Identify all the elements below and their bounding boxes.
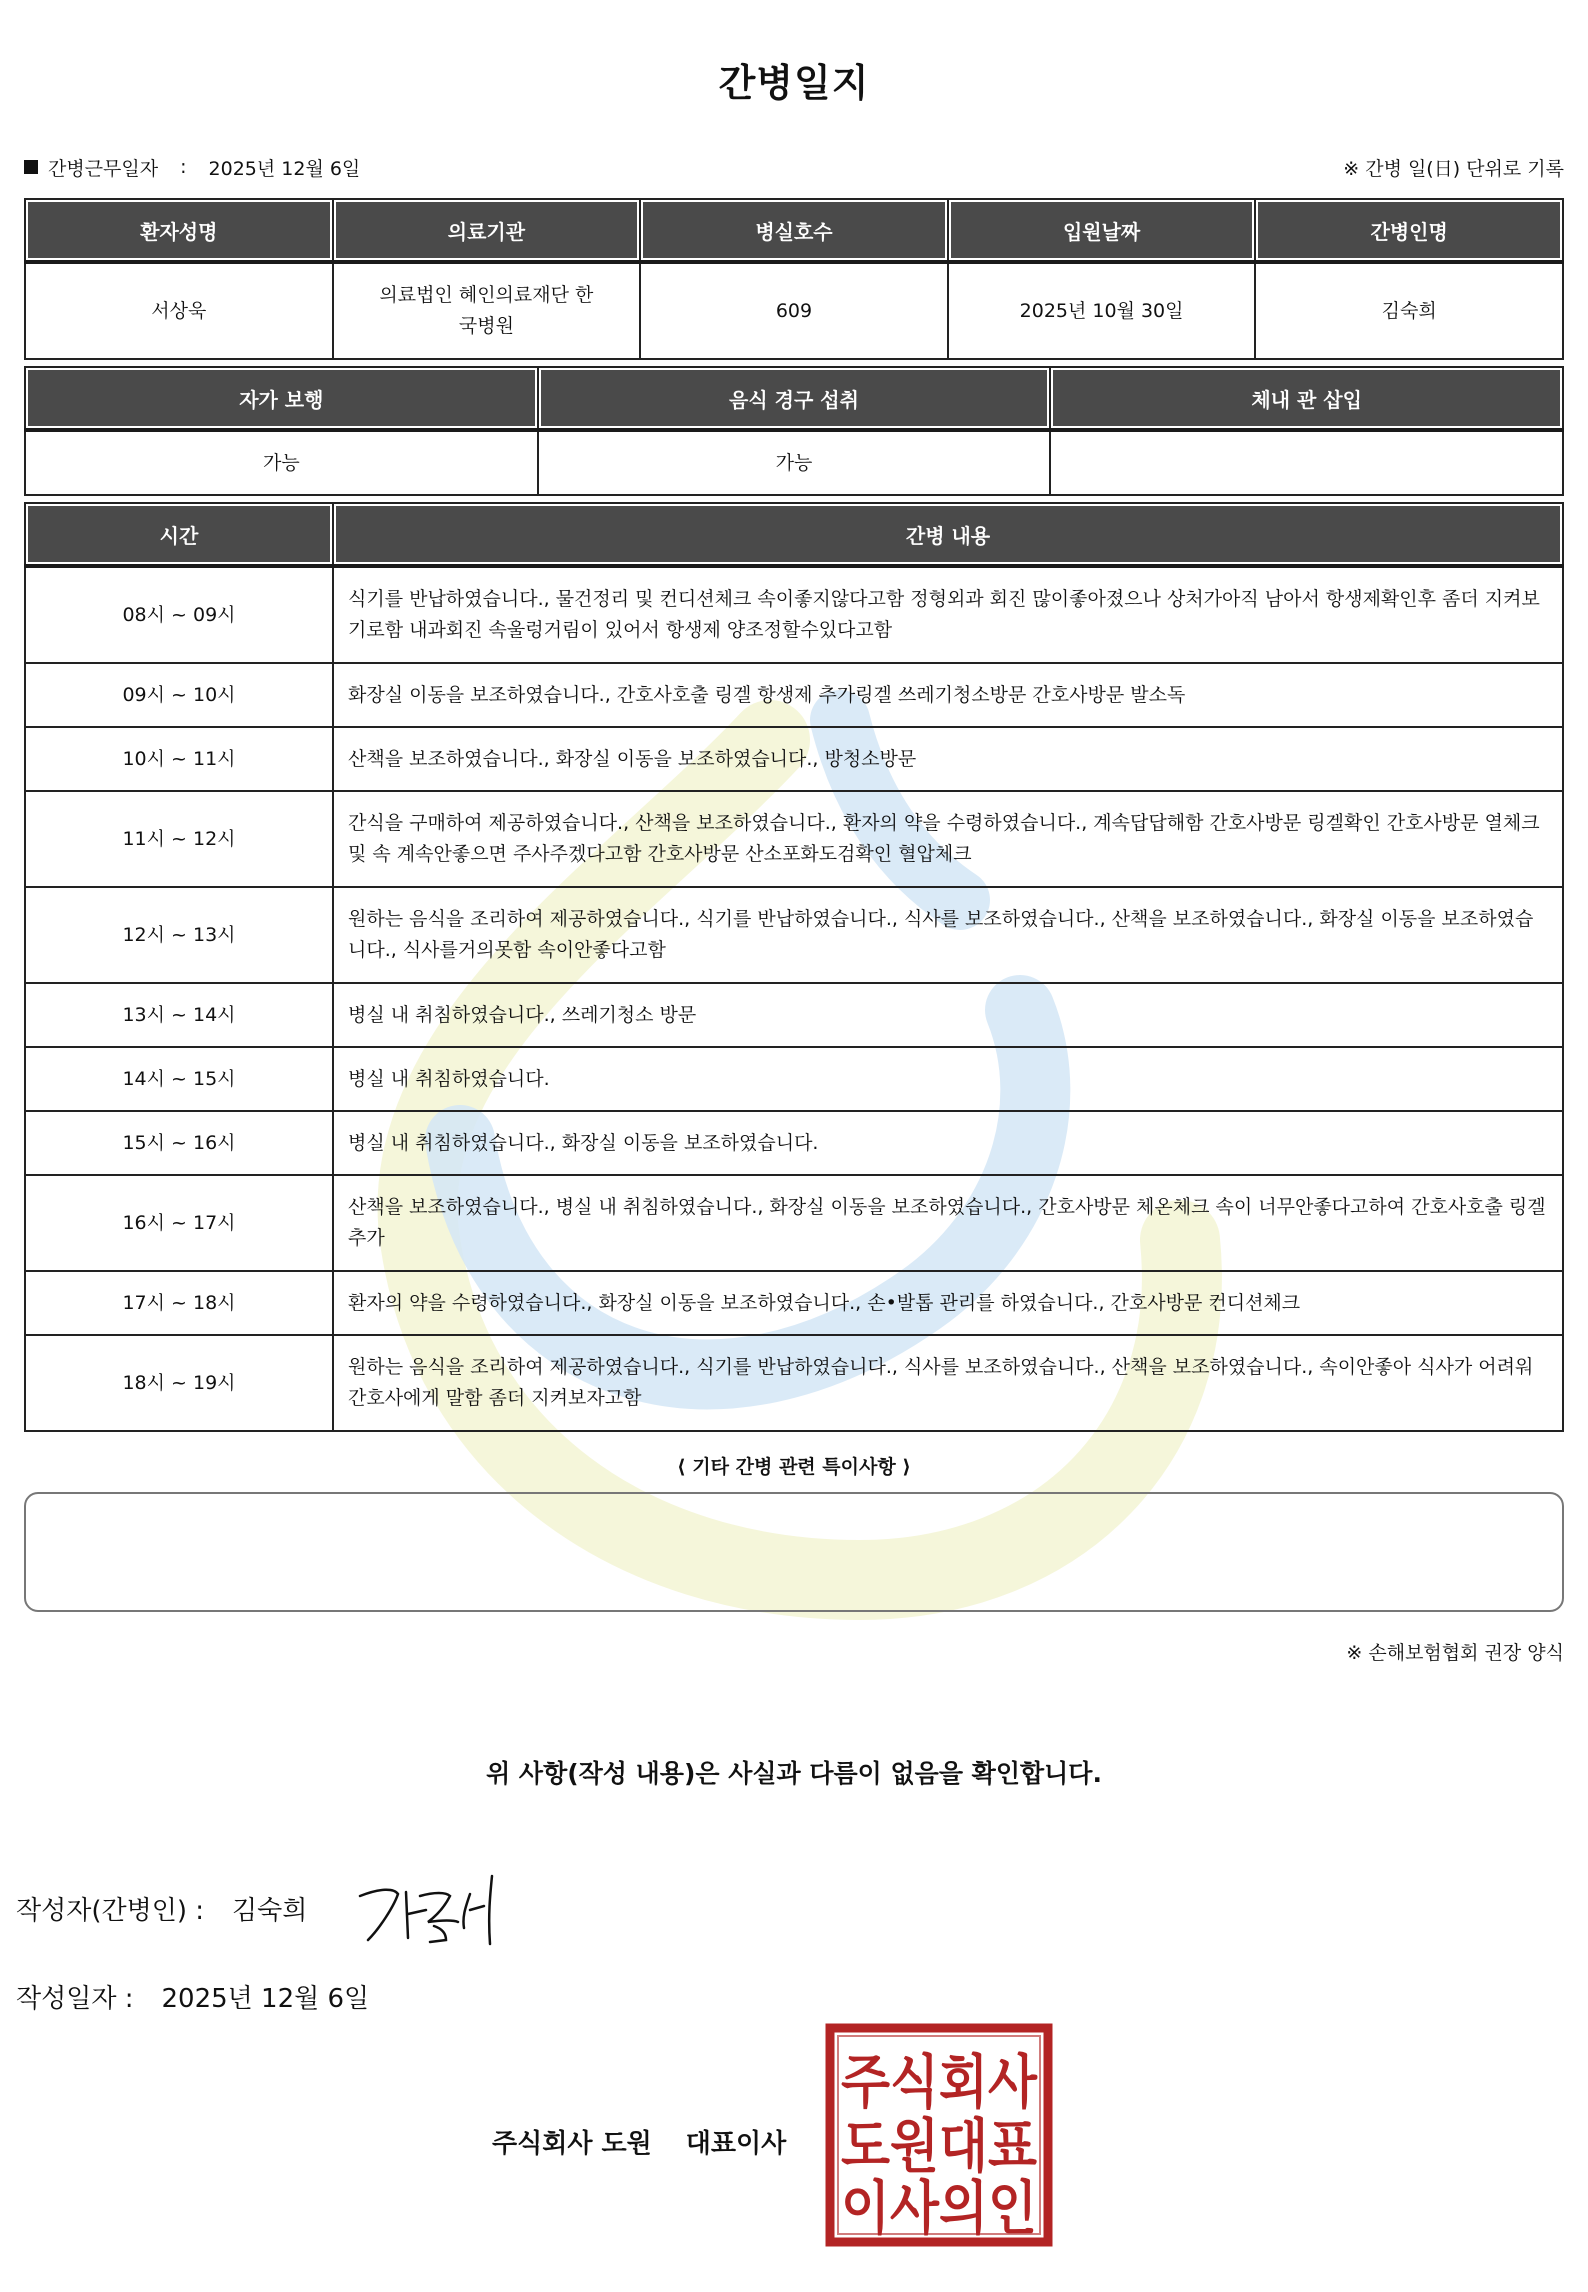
header-room-number: 병실호수 — [640, 199, 948, 262]
care-log-table — [24, 502, 1564, 1432]
form-source-note: ※ 손해보험협회 권장 양식 — [1346, 1642, 1564, 1664]
care-log-row — [25, 1047, 1563, 1111]
care-log-row — [25, 1175, 1563, 1271]
work-date-value: 2025년 12월 6일 — [208, 157, 361, 180]
log-time: 09시 ~ 10시 — [25, 663, 333, 727]
header-time: 시간 — [25, 503, 333, 566]
log-time: 13시 ~ 14시 — [25, 983, 333, 1047]
care-log-row — [25, 983, 1563, 1047]
log-time: 14시 ~ 15시 — [25, 1047, 333, 1111]
header-care-content: 간병 내용 — [333, 503, 1563, 566]
log-time: 15시 ~ 16시 — [25, 1111, 333, 1175]
log-time: 10시 ~ 11시 — [25, 727, 333, 791]
header-patient-name: 환자성명 — [25, 199, 333, 262]
company-seal-stamp — [824, 2022, 1054, 2248]
hospital-name: 의료법인 혜인의료재단 한국병원 — [333, 262, 641, 359]
header-hospital: 의료기관 — [333, 199, 641, 262]
author-label: 작성자(간병인) : — [16, 1895, 205, 1926]
work-date-separator: : — [180, 156, 187, 178]
care-log-header-row — [25, 503, 1563, 566]
log-content: 화장실 이동을 보조하였습니다., 간호사호출 링겔 항생제 추가링겔 쓰레기청소방문 간호사방문 발소독 — [333, 663, 1563, 727]
patient-info-table — [24, 198, 1564, 360]
patient-status-table — [24, 366, 1564, 496]
tube-insertion-value — [1050, 430, 1563, 495]
header-oral-intake: 음식 경구 섭취 — [538, 367, 1051, 430]
log-content: 병실 내 취침하였습니다., 화장실 이동을 보조하였습니다. — [333, 1111, 1563, 1175]
record-unit-note: ※ 간병 일(日) 단위로 기록 — [1343, 157, 1564, 180]
log-time: 18시 ~ 19시 — [25, 1335, 333, 1431]
page-title: 간병일지 — [718, 61, 870, 105]
admission-date: 2025년 10월 30일 — [948, 262, 1256, 359]
log-content: 산책을 보조하였습니다., 화장실 이동을 보조하였습니다., 방청소방문 — [333, 727, 1563, 791]
oral-intake-value: 가능 — [538, 430, 1051, 495]
author-row — [16, 1888, 307, 1928]
room-number: 609 — [640, 262, 948, 359]
meta-row — [24, 152, 1564, 182]
log-content: 간식을 구매하여 제공하였습니다., 산책을 보조하였습니다., 환자의 약을 수령하였습니다., 계속답답해함 간호사방문 링겔확인 간호사방문 열체크및 속 계속안좋으면 주사주겠다고함 간호사방문 산소포화도검확인 혈압체크 — [333, 791, 1563, 887]
patient-info-value-row — [25, 262, 1563, 359]
header-caregiver-name: 간병인명 — [1255, 199, 1563, 262]
write-date-row — [16, 1976, 369, 2016]
work-date-label: 간병근무일자 — [48, 157, 159, 180]
svg-text:주식회사: 주식회사 — [841, 2048, 1038, 2116]
care-log-row — [25, 887, 1563, 983]
log-time: 08시 ~ 09시 — [25, 566, 333, 663]
care-log-row — [25, 663, 1563, 727]
log-content: 산책을 보조하였습니다., 병실 내 취침하였습니다., 화장실 이동을 보조하였습니다., 간호사방문 체온체크 속이 너무안좋다고하여 간호사호출 링겔추가 — [333, 1175, 1563, 1271]
header-tube-insertion: 체내 관 삽입 — [1050, 367, 1563, 430]
log-time: 16시 ~ 17시 — [25, 1175, 333, 1271]
log-content: 병실 내 취침하였습니다., 쓰레기청소 방문 — [333, 983, 1563, 1047]
work-date — [24, 154, 360, 181]
company-name: 주식회사 도원 — [492, 2129, 652, 2159]
svg-text:도원대표: 도원대표 — [841, 2112, 1037, 2180]
handwritten-signature — [350, 1866, 510, 1956]
status-value-row — [25, 430, 1563, 495]
care-journal-page — [24, 0, 1564, 1792]
log-content: 환자의 약을 수령하였습니다., 화장실 이동을 보조하였습니다., 손•발톱 관리를 하였습니다., 간호사방문 컨디션체크 — [333, 1271, 1563, 1335]
write-date-value: 2025년 12월 6일 — [161, 1983, 370, 2014]
log-content: 원하는 음식을 조리하여 제공하였습니다., 식기를 반납하였습니다., 식사를 보조하였습니다., 산책을 보조하였습니다., 속이안좋아 식사가 어려워 간호사에게 말함 좀더 지켜보자고함 — [333, 1335, 1563, 1431]
square-bullet-icon — [24, 160, 38, 174]
log-content: 원하는 음식을 조리하여 제공하였습니다., 식기를 반납하였습니다., 식사를 보조하였습니다., 산책을 보조하였습니다., 화장실 이동을 보조하였습니다., 식사를거의못함 속이안좋다고함 — [333, 887, 1563, 983]
patient-name: 서상욱 — [25, 262, 333, 359]
care-log-row — [25, 727, 1563, 791]
author-name: 김숙희 — [232, 1895, 308, 1926]
write-date-label: 작성일자 : — [16, 1983, 134, 2014]
patient-info-header-row — [25, 199, 1563, 262]
company-representative-title: 대표이사 — [685, 2129, 787, 2159]
care-log-row — [25, 1335, 1563, 1431]
log-time: 12시 ~ 13시 — [25, 887, 333, 983]
care-log-row — [25, 1111, 1563, 1175]
log-time: 17시 ~ 18시 — [25, 1271, 333, 1335]
confirmation-statement: 위 사항(작성 내용)은 사실과 다름이 없음을 확인합니다. — [486, 1759, 1102, 1788]
care-log-row — [25, 1271, 1563, 1335]
special-notes-title: ⟨ 기타 간병 관련 특이사항 ⟩ — [677, 1456, 911, 1478]
care-log-row — [25, 566, 1563, 663]
caregiver-name: 김숙희 — [1255, 262, 1563, 359]
self-walking-value: 가능 — [25, 430, 538, 495]
log-time: 11시 ~ 12시 — [25, 791, 333, 887]
header-admission-date: 입원날짜 — [948, 199, 1256, 262]
status-header-row — [25, 367, 1563, 430]
svg-text:이사의인: 이사의인 — [841, 2174, 1037, 2242]
care-log-row — [25, 791, 1563, 887]
log-content: 식기를 반납하였습니다., 물건정리 및 컨디션체크 속이좋지않다고함 정형외과 회진 많이좋아졌으나 상처가아직 남아서 항생제확인후 좀더 지켜보기로함 내과회진 속울렁거림이 있어서 항생제 양조정할수있다고함 — [333, 566, 1563, 663]
log-content: 병실 내 취침하였습니다. — [333, 1047, 1563, 1111]
company-signature-line — [492, 2124, 786, 2164]
special-notes-box — [24, 1492, 1564, 1612]
header-self-walking: 자가 보행 — [25, 367, 538, 430]
